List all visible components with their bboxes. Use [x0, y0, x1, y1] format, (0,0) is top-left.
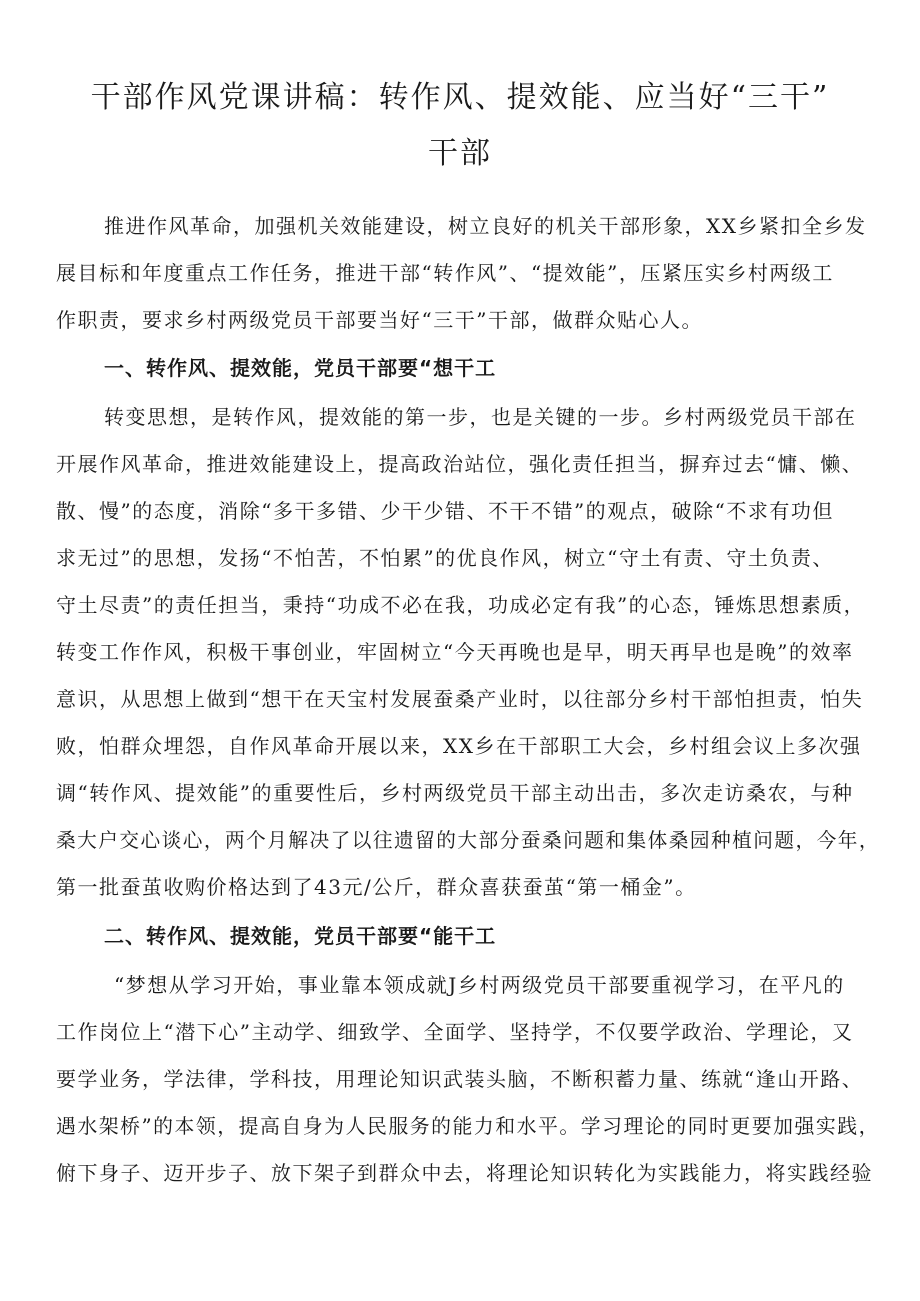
- section-2-line-5: 俯下身子、迈开步子、放下架子到群众中去，将理论知识转化为实践能力，将实践经验: [56, 1161, 873, 1185]
- section-1-line-8: 败，怕群众埋怨，自作风革命开展以来，XX乡在干部职工大会，乡村组会议上多次强: [56, 734, 862, 758]
- section-1-line-11: 第一批蚕茧收购价格达到了43元/公斤，群众喜获蚕茧“第一桶金”。: [56, 875, 697, 899]
- section-2-heading: 二、转作风、提效能，党员干部要“能干工: [104, 924, 497, 948]
- section-2-line-2: 工作岗位上“潜下心”主动学、细致学、全面学、坚持学，不仅要学政治、学理论，又: [56, 1020, 854, 1044]
- document-title-line-2: 干部: [428, 136, 492, 171]
- intro-line-1: 推进作风革命，加强机关效能建设，树立良好的机关干部形象，XX乡紧扣全乡发: [104, 214, 867, 238]
- section-2-line-1: “梦想从学习开始，事业靠本领成就J乡村两级党员干部要重视学习，在平凡的: [114, 973, 845, 997]
- section-2-line-4: 遇水架桥”的本领，提高自身为人民服务的能力和水平。学习理论的同时更要加强实践，: [56, 1114, 881, 1138]
- section-1-heading: 一、转作风、提效能，党员干部要“想干工: [104, 356, 497, 380]
- section-1-line-2: 开展作风革命，推进效能建设上，提高政治站位，强化责任担当，摒弃过去“慵、懒、: [56, 452, 864, 476]
- section-1-line-9: 调“转作风、提效能”的重要性后，乡村两级党员干部主动出击，多次走访桑农，与种: [56, 781, 854, 805]
- section-2-line-3: 要学业务，学法律，学科技，用理论知识武装头脑，不断积蓄力量、练就“逢山开路、: [56, 1067, 864, 1091]
- section-1-line-10: 桑大户交心谈心，两个月解决了以往遗留的大部分蚕桑问题和集体桑园种植问题，今年，: [56, 828, 880, 852]
- intro-line-3: 作职责，要求乡村两级党员干部要当好“三干”干部，做群众贴心人。: [56, 308, 703, 332]
- document-title-line-1: 干部作风党课讲稿：转作风、提效能、应当好“三干”: [90, 80, 830, 115]
- section-1-line-4: 求无过”的思想，发扬“不怕苦，不怕累”的优良作风，树立“守土有责、守土负责、: [56, 546, 834, 570]
- section-1-line-6: 转变工作作风，积极干事创业，牢固树立“今天再晚也是早，明天再早也是晚”的效率: [56, 640, 854, 664]
- section-1-line-5: 守土尽责”的责任担当，秉持“功成不必在我，功成必定有我”的心态，锤炼思想素质，: [56, 593, 866, 617]
- intro-line-2: 展目标和年度重点工作任务，推进干部“转作风”、“提效能”，压紧压实乡村两级工: [56, 261, 834, 285]
- section-1-line-3: 散、慢”的态度，消除“多干多错、少干少错、不干不错”的观点，破除“不求有功但: [56, 499, 834, 523]
- section-1-line-7: 意识，从思想上做到“想干在天宝村发展蚕桑产业时，以往部分乡村干部怕担责，怕失: [56, 687, 864, 711]
- section-1-line-1: 转变思想，是转作风，提效能的第一步，也是关键的一步。乡村两级党员干部在: [104, 405, 857, 429]
